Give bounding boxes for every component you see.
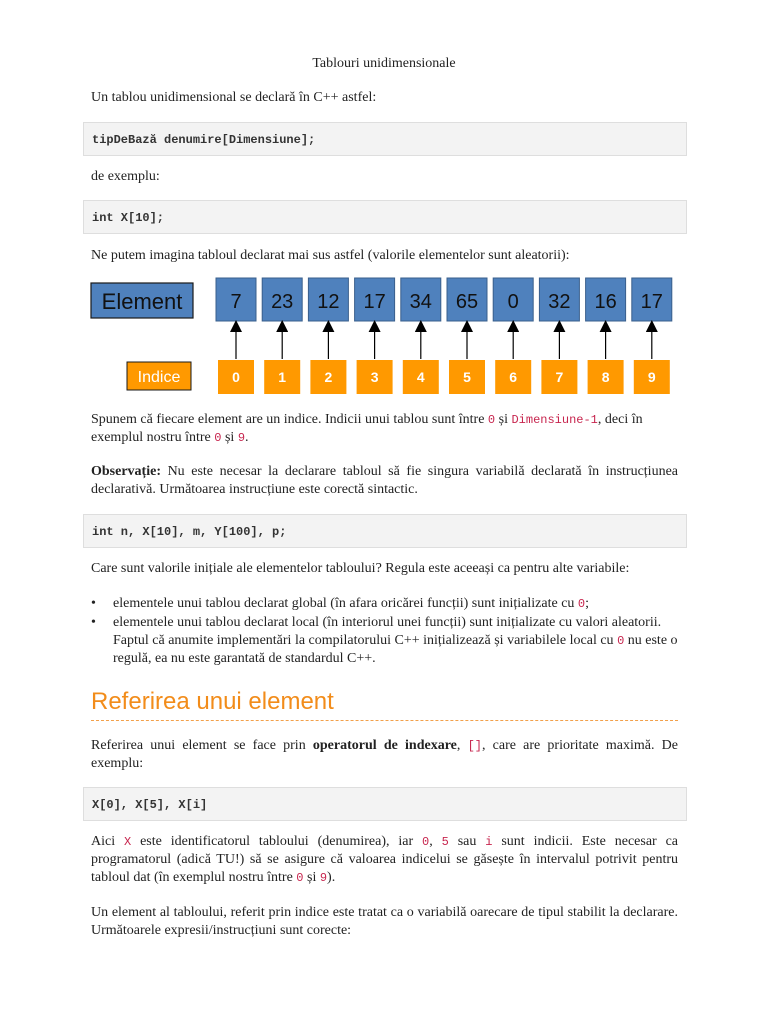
intro-paragraph: Un tablou unidimensional se declară în C++ astfel: — [91, 90, 377, 105]
code-block-multi-declaration: int n, X[10], m, Y[100], p; — [83, 514, 687, 548]
element-value: 34 — [409, 291, 432, 313]
aici-paragraph: Aici X este identificatorul tabloului (denumirea), iar 0, 5 sau i sunt indicii. Este necesar ca programatorul (adică TU!) să se asigure că valoarea indicelui se găsește în intervalul potrivit pentru tabloul dat (în exemplul nostru între 0 și 9). — [91, 834, 679, 885]
element-value: 12 — [317, 291, 340, 313]
element-value: 7 — [230, 291, 242, 313]
code-block-declaration: tipDeBază denumire[Dimensiune]; — [83, 122, 687, 156]
list-item: • elementele unui tablou declarat local (în interiorul unei funcții) sunt inițializate cu valori aleatorii. Faptul că anumite implementări la compilatorului C++ inițializează și variabilele local cu 0 nu este o regulă, ea nu este garantată de standardul C++. — [113, 614, 700, 668]
element-value: 65 — [455, 291, 479, 313]
indice-value: 5 — [463, 369, 471, 385]
element-value: 17 — [363, 291, 386, 313]
rules-list — [91, 595, 700, 669]
element-value: 16 — [594, 291, 617, 313]
indice-value: 0 — [232, 369, 240, 385]
array-diagram — [0, 270, 768, 400]
indice-value: 7 — [555, 369, 564, 385]
indice-label-box — [127, 362, 191, 390]
element-value: 17 — [640, 291, 663, 313]
section-heading-referire: Referirea unui element — [91, 688, 678, 721]
element-value: 32 — [548, 291, 571, 313]
page-title: Tablouri unidimensionale — [312, 56, 456, 71]
indice-paragraph: Spunem că fiecare element are un indice. Indicii unui tablou sunt între 0 și Dimensiune-1, deci în exemplul nostru între 0 și 9. — [91, 412, 643, 445]
imagine-paragraph: Ne putem imagina tabloul declarat mai sus astfel (valorile elementelor sunt aleatorii): — [91, 248, 570, 263]
element-value: 23 — [271, 291, 294, 313]
observatie-paragraph: Observație: Nu este necesar la declarare tabloul să fie singura variabilă declarată în instrucțiunea declarativă. Următoarea instrucțiune este corectă sintactic. — [91, 464, 678, 497]
indice-value: 3 — [370, 369, 379, 385]
referire-paragraph: Referirea unui element se face prin operatorul de indexare, [], care are prioritate maximă. De exemplu: — [91, 738, 679, 771]
indice-value: 9 — [647, 369, 656, 385]
element-value: 0 — [507, 291, 519, 313]
list-item: • elementele unui tablou declarat global (în afara oricărei funcții) sunt inițializate cu 0; — [113, 595, 700, 613]
indice-value: 4 — [416, 369, 425, 385]
valori-initiale-paragraph: Care sunt valorile inițiale ale elementelor tabloului? Regula este aceeași ca pentru alte variabile: — [91, 561, 630, 576]
indice-label: Indice — [137, 369, 181, 386]
indice-value: 1 — [278, 369, 287, 385]
indice-value: 2 — [324, 369, 333, 385]
indice-value: 6 — [509, 369, 518, 385]
code-block-example: int X[10]; — [83, 200, 687, 234]
code-block-indexing: X[0], X[5], X[i] — [83, 787, 687, 821]
example-label: de exemplu: — [91, 169, 160, 184]
indice-value: 8 — [601, 369, 610, 385]
element-label: Element — [101, 289, 183, 314]
final-paragraph: Un element al tabloului, referit prin indice este tratat ca o variabilă oarecare de tipul stabilit la declarare. Următoarele expresii/instrucțiuni sunt corecte: — [91, 905, 678, 938]
element-label-box — [91, 283, 193, 318]
